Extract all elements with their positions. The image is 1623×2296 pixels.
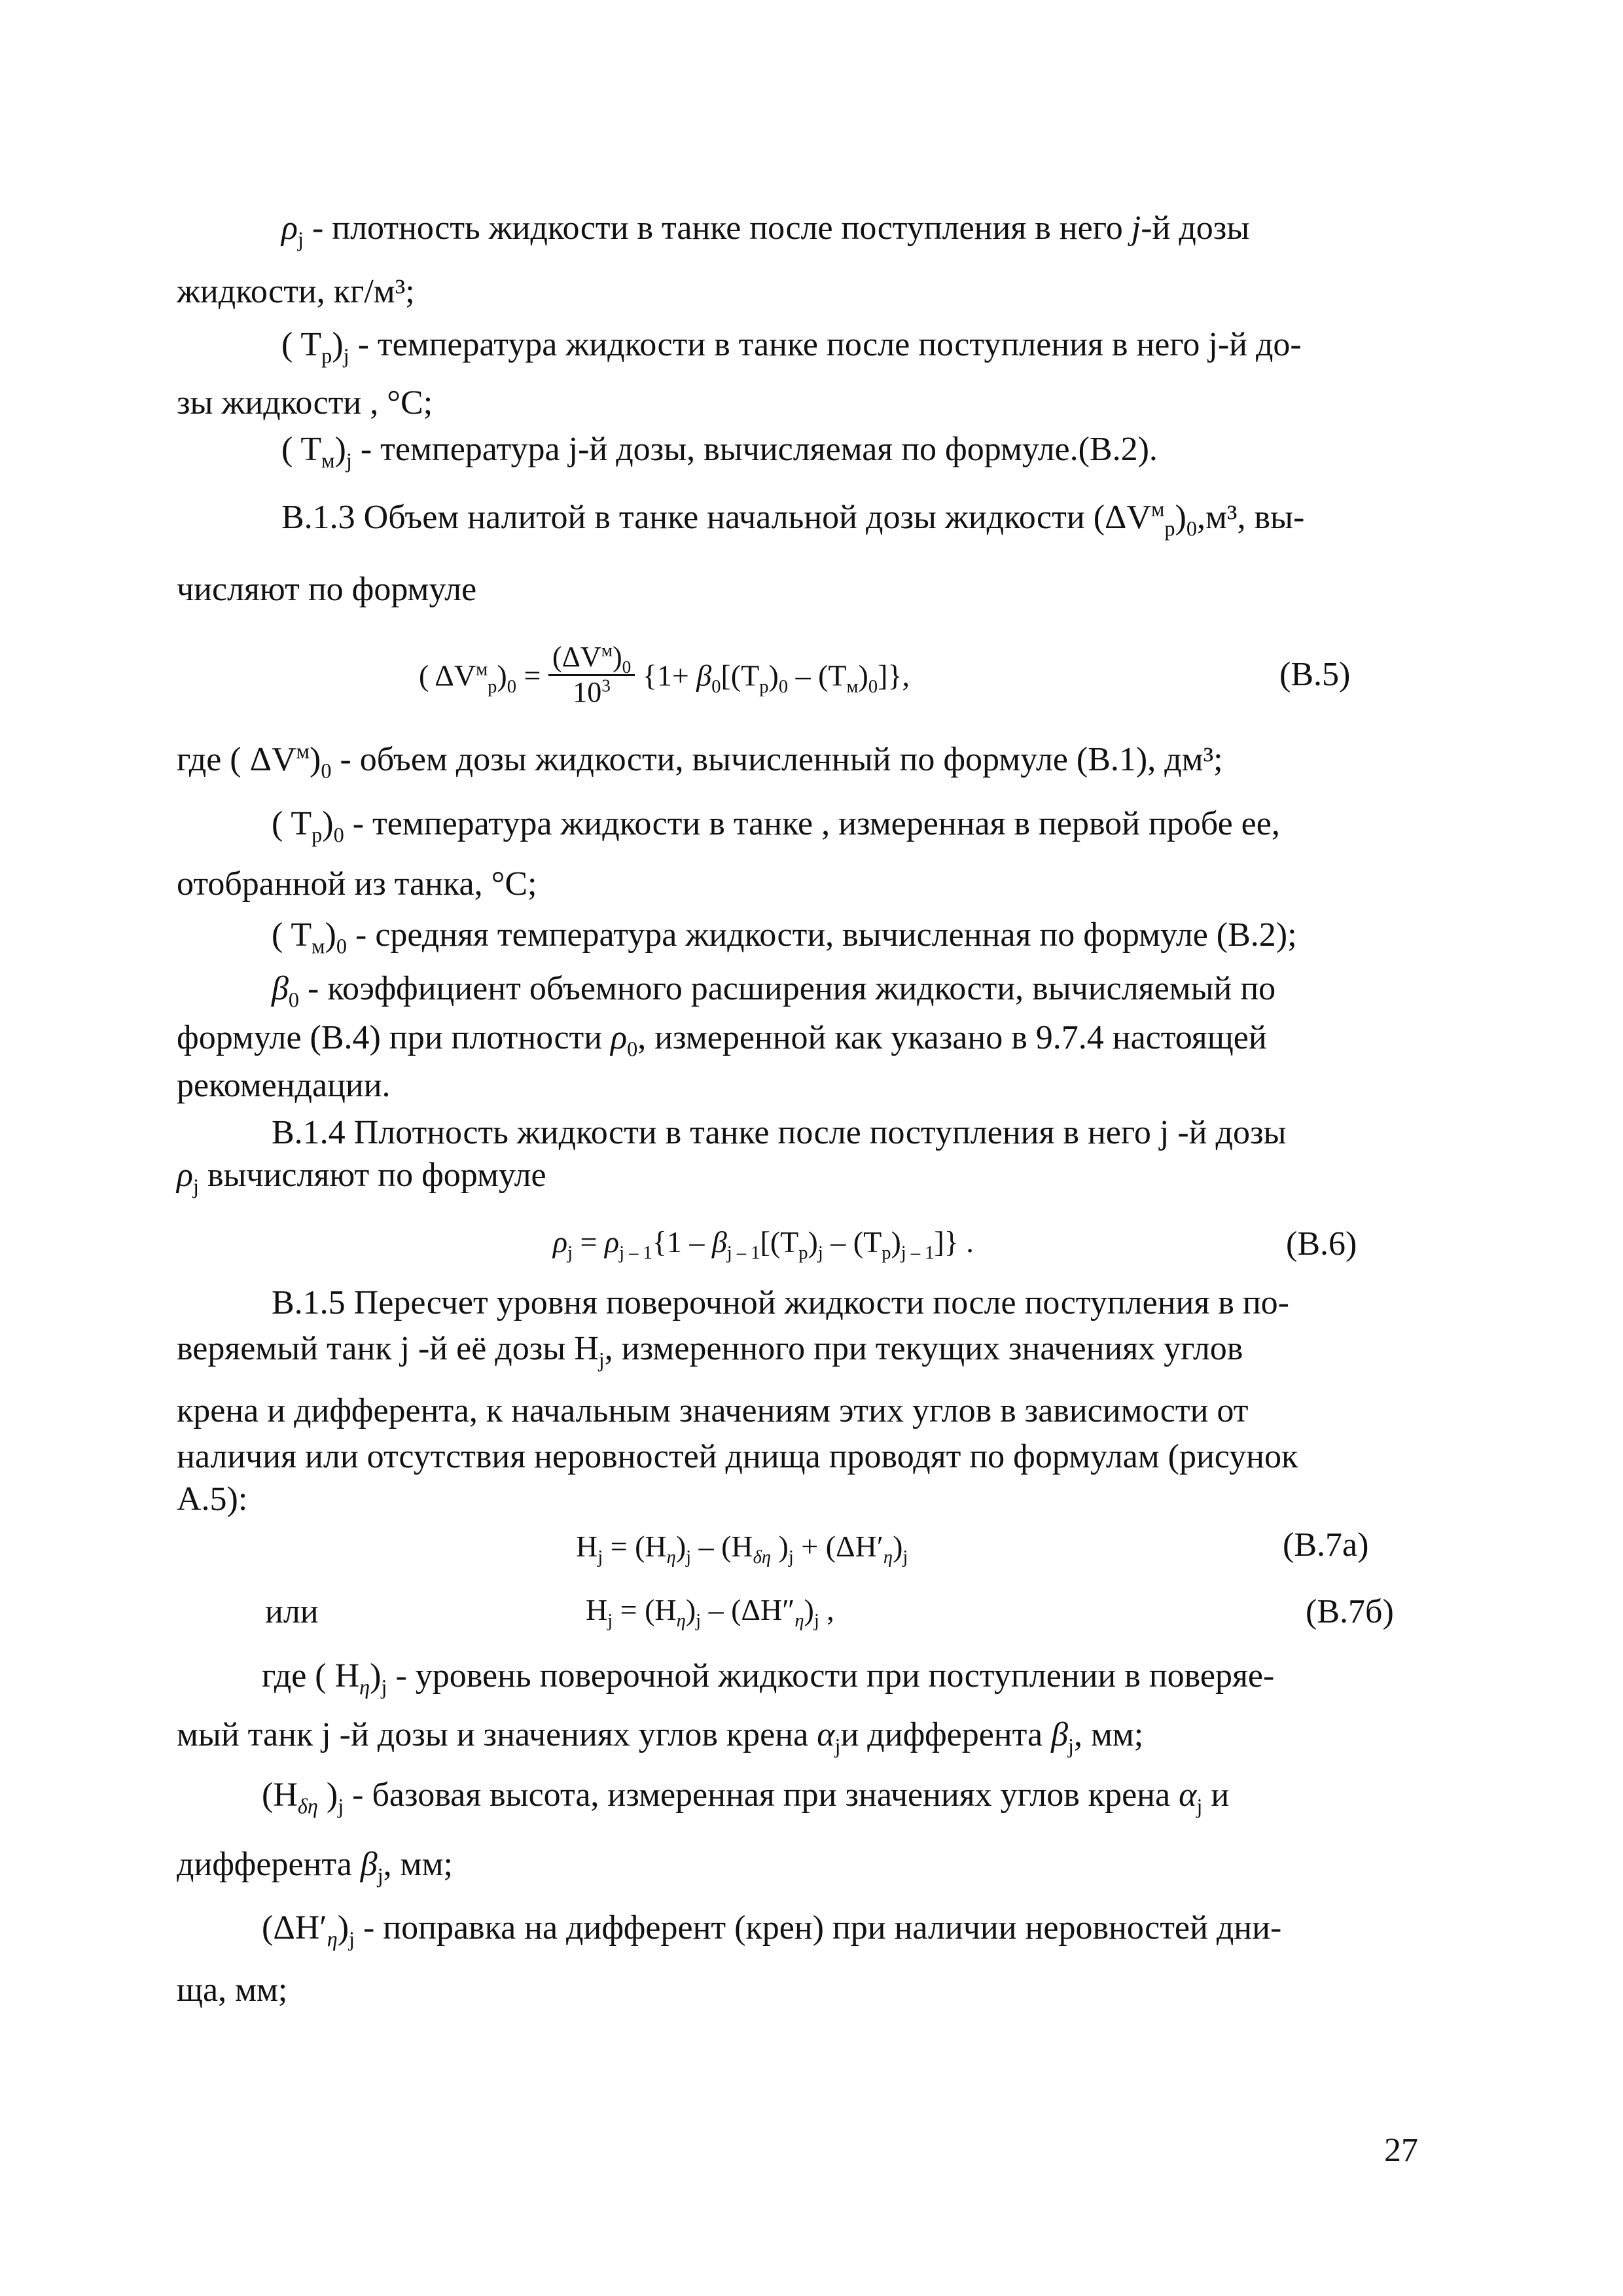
section-b15-line3: крена и дифферента, к начальным значениям этих углов в зависимости от [177, 1392, 1249, 1429]
dh-correction-definition: $(\Delta H'_\eta)_j$ - поправка на дифферент (крен) при наличии неровностей дни- [262, 1909, 1282, 1951]
rho-j-definition: $\rho_j$ - плотность жидкости в танке после поступления в него j-й дозы [281, 209, 1250, 251]
where-dvm-definition: где ( $\Delta V^м)_0$ - объем дозы жидкости, вычисленный по формуле (В.1), дм³; [177, 739, 1223, 783]
equation-number-b6: (В.6) [1286, 1225, 1357, 1263]
equation-number-b5: (В.5) [1279, 656, 1351, 693]
h-eta-definition: где ( $H_\eta)_j$ - уровень поверочной жидкости при поступлении в поверяе- [262, 1657, 1275, 1699]
section-b15-line2: веряемый танк j -й её дозы $H_j$, измеренного при текущих значениях углов [177, 1330, 1243, 1372]
section-b14: В.1.4 Плотность жидкости в танке после поступления в него j -й дозы [272, 1114, 1287, 1151]
equation-b7a: $H_j = (H_\eta)_j - (H_{\delta\eta}$ )$_j + (\Delta H'_\eta)_j$ [576, 1530, 908, 1568]
equation-number-b7b: (В.7б) [1306, 1593, 1394, 1630]
section-b15: В.1.5 Пересчет уровня поверочной жидкости после поступления в по- [272, 1284, 1289, 1321]
beta0-definition-continuation-2: рекомендации. [177, 1067, 391, 1104]
tm0-definition: ( $T_м)_0$ - средняя температура жидкости, вычисленная по формуле (В.2); [272, 916, 1297, 958]
beta0-definition-continuation: формуле (В.4) при плотности $\rho_0$, измеренной как указано в 9.7.4 настоящей [177, 1019, 1267, 1061]
section-b13: В.1.3 Объем налитой в танке начальной дозы жидкости $(\Delta V^м_p)_0,м^3$, вы- [281, 497, 1305, 541]
tp0-definition: ( $T_p)_0$ - температура жидкости в танке , измеренная в первой пробе ее, [272, 805, 1280, 847]
section-b13-continuation: числяют по формуле [177, 571, 477, 608]
rho-j-definition-continuation: жидкости, кг/м³; [177, 273, 415, 310]
h-eta-definition-continuation: мый танк j -й дозы и значениях углов крена $\alpha_jи$ дифферента $\beta_j$, мм; [177, 1716, 1144, 1758]
equation-number-b7a: (В.7а) [1283, 1526, 1369, 1564]
section-b15-line5: А.5): [177, 1480, 248, 1518]
h-delta-definition: ($H_{\delta\eta}$ )$_j$ - базовая высота, измеренная при значениях углов крена $\alpha_j$ и [262, 1776, 1230, 1818]
or-word: или [265, 1593, 319, 1630]
equation-b7b: $H_j = (H_\eta)_j - (\Delta H''_\eta)_j$ , [586, 1593, 834, 1632]
tp0-definition-continuation: отобранной из танка, °С; [177, 865, 537, 903]
tp-j-definition: ( $T_p)_j$ - температура жидкости в танке после поступления в него j-й до- [281, 326, 1302, 368]
beta0-definition: $\beta_0$ - коэффициент объемного расширения жидкости, вычисляемый по [272, 970, 1276, 1012]
tm-j-definition: ( $T_м)_j$ - температура j-й дозы, вычисляемая по формуле.(В.2). [281, 431, 1158, 473]
equation-b6: $\rho_j = \rho_{j - 1}\{1 - \beta_{j - 1}[(T_p)_j - (T_p)_{j - 1}]\}$ . [553, 1225, 974, 1264]
symbol-rho: ρ [281, 209, 298, 247]
page-number: 27 [1384, 2132, 1418, 2169]
equation-b5: ( $\Delta V^м_p)_0$ = $\frac{(\Delta V^м)_0}{10^3}$ $\{1+ \beta_0[(T_p)_0 - (T_м)_0]\}$, [419, 640, 910, 708]
section-b14-continuation: $\rho_j$ вычисляют по формуле [177, 1157, 546, 1198]
h-delta-definition-continuation: дифферента $\beta_j$, мм; [177, 1846, 453, 1888]
tp-j-definition-continuation: зы жидкости , °С; [177, 384, 433, 422]
section-b15-line4: наличия или отсутствия неровностей днища проводят по формулам (рисунок [177, 1438, 1298, 1475]
dh-correction-definition-continuation: ща, мм; [177, 1971, 288, 2009]
fraction: $\frac{(\Delta V^м)_0}{10^3}$ [548, 641, 635, 709]
